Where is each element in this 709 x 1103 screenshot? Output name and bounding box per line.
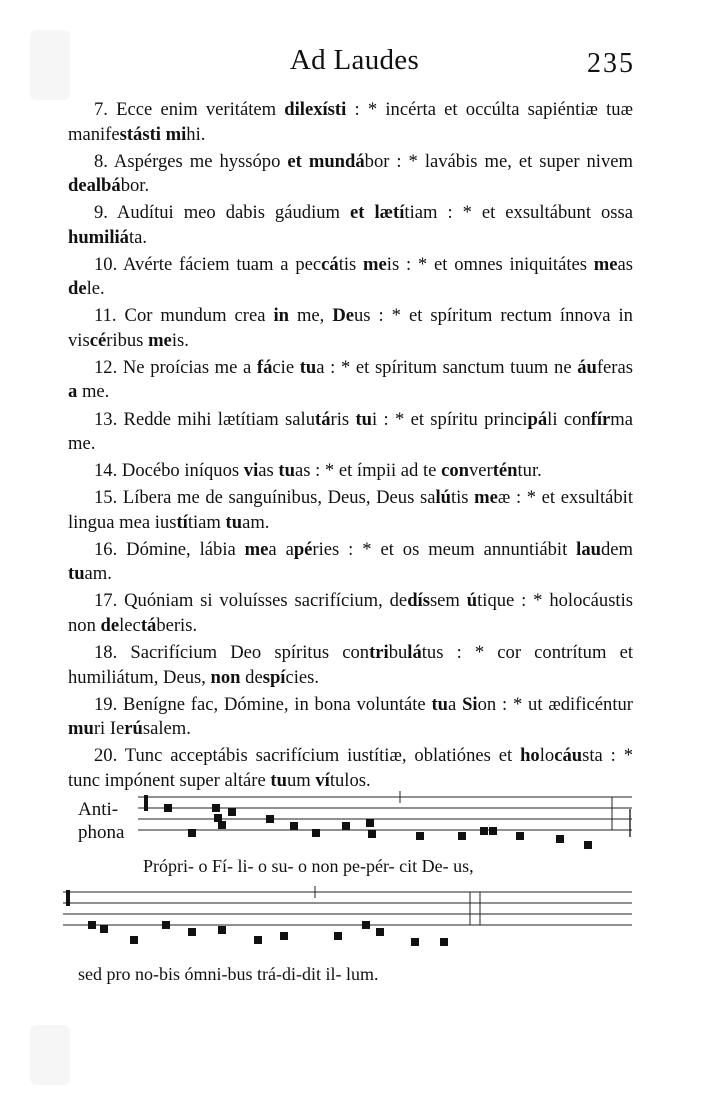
psalm-verse: 18. Sacrifícium Deo spíritus contribulátus : * cor contrítum et humiliátum, Deus, non despícies.: [68, 642, 633, 688]
psalm-verse: 10. Avérte fáciem tuam a peccátis meis : * et omnes iniquitátes meas dele.: [68, 253, 634, 300]
neume: [334, 932, 342, 940]
clef-mark: [144, 795, 148, 811]
psalm-verse: 7. Ecce enim veritátem dilexísti : * incérta et occúlta sapiéntiæ tuæ manifestásti mihi.: [68, 99, 633, 145]
neume: [162, 921, 170, 929]
clef-mark: [66, 890, 70, 906]
neume: [228, 808, 236, 816]
psalm-verse: 19. Benígne fac, Dómine, in bona voluntáte tua Sion : * ut ædificéntur muri Ierúsalem.: [68, 693, 633, 740]
psalm-verse: 9. Audítui meo dabis gáudium et lætítiam : * et exsultábunt ossa humiliáta.: [68, 202, 634, 248]
neume: [100, 925, 108, 933]
neume: [290, 822, 298, 830]
psalm-verse: 20. Tunc acceptábis sacrifícium iustítiæ, oblatiónes et holocáusta : * tunc impónent super altáre tuum vítulos.: [68, 745, 633, 791]
neume: [376, 928, 384, 936]
page-number: 235: [587, 48, 635, 79]
psalm-verse: 15. Líbera me de sanguínibus, Deus, Deus salútis meæ : * et exsultábit lingua mea iustítiam tuam.: [68, 487, 633, 533]
psalm-verse: 8. Aspérges me hyssópo et mundábor : * lavábis me, et super nivem dealbábor.: [68, 150, 633, 197]
psalm-verse: 17. Quóniam si voluísses sacrifícium, dedíssem útique : * holocáustis non delectáberis.: [68, 590, 634, 636]
antiphon-label-line1: Anti-: [78, 799, 119, 820]
neume: [480, 827, 488, 835]
neume: [188, 829, 196, 837]
neume: [416, 832, 424, 840]
neume: [188, 928, 196, 936]
neume: [280, 932, 288, 940]
page-title: Ad Laudes: [289, 44, 420, 76]
antiphon-lyrics-line1: Própri- o Fí- li- o su- o non pe-pér- cit De- us,: [143, 856, 474, 876]
neume: [489, 827, 497, 835]
neume: [266, 815, 274, 823]
neume: [218, 821, 226, 829]
neume: [254, 936, 262, 944]
neume: [362, 921, 370, 929]
neume: [556, 835, 564, 843]
neume: [88, 921, 96, 929]
neume: [342, 822, 350, 830]
neume: [164, 804, 172, 812]
psalm-verse: 12. Ne proícias me a fácie tua : * et spíritum sanctum tuum ne áuferas a me.: [68, 356, 633, 403]
neume: [214, 814, 222, 822]
double-bar: [470, 892, 480, 925]
neume: [130, 936, 138, 944]
neume: [312, 829, 320, 837]
psalm-verse: 11. Cor mundum crea in me, Deus : * et spíritum rectum ínnova in viscéribus meis.: [68, 305, 633, 351]
psalm-verse: 16. Dómine, lábia mea apéries : * et os meum annuntiábit laudem tuam.: [68, 538, 633, 585]
neume: [368, 830, 376, 838]
neume: [366, 819, 374, 827]
neume: [516, 832, 524, 840]
neume: [212, 804, 220, 812]
neume: [584, 841, 592, 849]
neume: [440, 938, 448, 946]
psalm-verse: 14. Docébo iníquos vias tuas : * et ímpii ad te converténtur.: [94, 460, 542, 482]
antiphon-label-line2: phona: [78, 822, 125, 843]
neume: [411, 938, 419, 946]
neume: [458, 832, 466, 840]
psalm-verse: 13. Redde mihi lætítiam salutáris tui : * et spíritu principáli confírma me.: [68, 408, 634, 455]
antiphon-lyrics-line2: sed pro no-bis ómni-bus trá-di-dit il- lum.: [78, 964, 379, 984]
neume: [218, 926, 226, 934]
